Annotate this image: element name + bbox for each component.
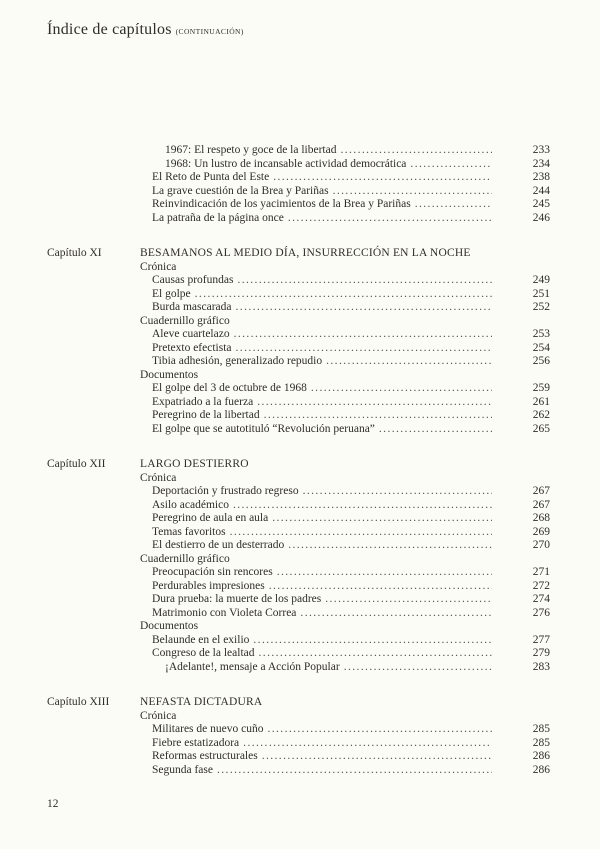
- entry-label: Expatriado a la fuerza: [152, 395, 254, 408]
- dot-leader: [195, 288, 492, 302]
- toc-entry: [140, 301, 550, 315]
- index-title: Índice de capítulos: [47, 21, 172, 38]
- toc-entry: [140, 539, 550, 553]
- entry-label: Aleve cuartelazo: [152, 328, 230, 340]
- entry-label: Dura prueba: la muerte de los padres: [152, 593, 322, 605]
- entry-label: Asilo académico: [152, 498, 229, 511]
- chapter-block: [47, 696, 550, 777]
- entry-page-number: 261: [532, 395, 550, 408]
- entry-label: Militares de nuevo cuño: [152, 723, 264, 735]
- page-footer: [47, 798, 59, 810]
- entry-page-number: 283: [532, 660, 550, 673]
- entry-label: Congreso de la lealtad: [152, 647, 255, 659]
- entry-page-number: 267: [532, 498, 550, 511]
- toc-entry: [140, 288, 550, 302]
- dot-leader: [267, 723, 492, 737]
- dot-leader: [340, 144, 492, 158]
- dot-leader: [243, 737, 492, 751]
- entry-label: El golpe: [152, 287, 191, 300]
- entry-page-number: 271: [532, 566, 550, 578]
- dot-leader: [272, 512, 492, 526]
- toc-section-heading: [140, 472, 550, 486]
- entry-label: Deportación y frustrado regreso: [152, 485, 299, 497]
- chapter-block: [47, 458, 550, 674]
- entry-page-number: 253: [532, 328, 550, 340]
- toc-entry: [140, 647, 550, 661]
- entry-page-number: 265: [532, 422, 550, 435]
- section-label: Cuadernillo gráfico: [140, 552, 230, 565]
- entry-label: Belaunde en el exilio: [152, 633, 250, 646]
- chapter-block: [47, 144, 550, 225]
- section-label: Cuadernillo gráfico: [140, 314, 230, 327]
- toc-entry: [140, 144, 550, 158]
- dot-leader: [326, 355, 492, 369]
- toc-entry: [140, 328, 550, 342]
- toc-section-heading: [140, 620, 550, 634]
- entry-label: El destierro de un desterrado: [152, 539, 285, 551]
- chapter-entries: [140, 144, 550, 225]
- toc-entry: [140, 171, 550, 185]
- table-of-contents: [47, 144, 550, 777]
- entry-label: Peregrino de aula en aula: [152, 512, 269, 524]
- entry-page-number: 267: [532, 485, 550, 497]
- entry-label: Pretexto efectista: [152, 341, 232, 354]
- dot-leader: [264, 409, 492, 423]
- entry-label: 1967: El respeto y goce de la libertad: [165, 144, 337, 156]
- entry-label: Perdurables impresiones: [152, 579, 265, 592]
- entry-page-number: 286: [532, 750, 550, 762]
- toc-entry: [140, 661, 550, 675]
- toc-entry: [140, 580, 550, 594]
- toc-section-heading: [140, 369, 550, 383]
- entry-page-number: 262: [532, 409, 550, 421]
- entry-label: Preocupación sin rencores: [152, 566, 273, 578]
- toc-section-heading: [140, 553, 550, 567]
- entry-page-number: 254: [532, 341, 550, 354]
- entry-page-number: 270: [532, 539, 550, 551]
- chapter-title: LARGO DESTIERRO: [140, 458, 249, 470]
- toc-entry: [140, 382, 550, 396]
- dot-leader: [236, 342, 492, 356]
- toc-section-heading: [140, 710, 550, 724]
- toc-entry: [140, 750, 550, 764]
- section-label: Documentos: [140, 620, 199, 632]
- toc-entry: [140, 185, 550, 199]
- entry-page-number: 252: [532, 301, 550, 313]
- chapter-heading-row: [47, 696, 550, 710]
- page-header: [47, 21, 244, 39]
- index-continuation-label: (CONTINUACIÓN): [175, 27, 244, 36]
- entry-label: La patraña de la página once: [152, 211, 284, 224]
- toc-entry: [140, 409, 550, 423]
- dot-leader: [325, 593, 492, 607]
- chapter-entries: [140, 472, 550, 675]
- entry-page-number: 246: [532, 211, 550, 224]
- entry-page-number: 249: [532, 274, 550, 286]
- entry-label: Burda mascarada: [152, 301, 232, 313]
- entry-label: El golpe que se autotituló “Revolución peruana”: [152, 422, 375, 435]
- toc-entry: [140, 499, 550, 513]
- chapter-title: NEFASTA DICTADURA: [140, 696, 263, 708]
- entry-label: Peregrino de la libertad: [152, 409, 260, 421]
- dot-leader: [303, 485, 492, 499]
- toc-entry: [140, 764, 550, 778]
- toc-entry: [140, 355, 550, 369]
- dot-leader: [379, 423, 492, 437]
- section-label: Documentos: [140, 368, 199, 381]
- entry-page-number: 244: [532, 184, 550, 197]
- entry-page-number: 276: [532, 606, 550, 619]
- dot-leader: [300, 607, 492, 621]
- entry-label: Reformas estructurales: [152, 750, 258, 762]
- toc-entry: [140, 158, 550, 172]
- dot-leader: [277, 566, 492, 580]
- toc-entry: [140, 593, 550, 607]
- entry-page-number: 238: [532, 171, 550, 183]
- entry-page-number: 256: [532, 355, 550, 367]
- entry-page-number: 269: [532, 525, 550, 538]
- toc-section-heading: [140, 315, 550, 329]
- toc-entry: [140, 566, 550, 580]
- toc-entry: [140, 634, 550, 648]
- entry-label: El golpe del 3 de octubre de 1968: [152, 382, 307, 394]
- entry-label: Causas profundas: [152, 274, 234, 286]
- dot-leader: [257, 396, 492, 410]
- toc-entry: [140, 274, 550, 288]
- toc-entry: [140, 526, 550, 540]
- chapter-entries: [140, 261, 550, 437]
- entry-label: Fiebre estatizadora: [152, 736, 240, 749]
- toc-entry: [140, 485, 550, 499]
- entry-label: Reinvindicación de los yacimientos de la Brea y Pariñas: [152, 198, 411, 210]
- chapter-entries: [140, 710, 550, 778]
- dot-leader: [233, 499, 492, 513]
- chapter-block: [47, 247, 550, 436]
- section-label: Crónica: [140, 709, 177, 722]
- dot-leader: [234, 328, 492, 342]
- chapter-heading-row: [47, 458, 550, 472]
- entry-page-number: 268: [532, 512, 550, 524]
- entry-page-number: 233: [532, 144, 550, 156]
- entry-label: Temas favoritos: [152, 525, 226, 538]
- toc-section-heading: [140, 261, 550, 275]
- dot-leader: [410, 158, 492, 172]
- toc-entry: [140, 423, 550, 437]
- dot-leader: [288, 539, 492, 553]
- section-label: Crónica: [140, 260, 177, 273]
- entry-page-number: 274: [532, 593, 550, 605]
- dot-leader: [253, 634, 492, 648]
- toc-entry: [140, 212, 550, 226]
- chapter-number: Capítulo XI: [47, 247, 102, 259]
- toc-entry: [140, 198, 550, 212]
- dot-leader: [273, 171, 492, 185]
- toc-entry: [140, 607, 550, 621]
- chapter-number: Capítulo XII: [47, 458, 106, 470]
- entry-label: ¡Adelante!, mensaje a Acción Popular: [165, 660, 340, 673]
- entry-label: Tibia adhesión, generalizado repudio: [152, 355, 323, 367]
- dot-leader: [333, 185, 492, 199]
- entry-label: Matrimonio con Violeta Correa: [152, 606, 297, 619]
- dot-leader: [269, 580, 492, 594]
- toc-entry: [140, 342, 550, 356]
- folio-page-number: 12: [47, 798, 59, 810]
- entry-page-number: 285: [532, 723, 550, 735]
- entry-page-number: 285: [532, 736, 550, 749]
- dot-leader: [288, 212, 492, 226]
- entry-page-number: 277: [532, 633, 550, 646]
- entry-page-number: 286: [532, 763, 550, 776]
- dot-leader: [311, 382, 492, 396]
- dot-leader: [262, 750, 492, 764]
- toc-entry: [140, 396, 550, 410]
- entry-page-number: 234: [532, 157, 550, 170]
- entry-label: Segunda fase: [152, 763, 213, 776]
- entry-label: 1968: Un lustro de incansable actividad democrática: [165, 157, 407, 170]
- toc-entry: [140, 723, 550, 737]
- chapter-heading-row: [47, 247, 550, 261]
- dot-leader: [217, 764, 492, 778]
- dot-leader: [259, 647, 492, 661]
- section-label: Crónica: [140, 471, 177, 484]
- entry-page-number: 245: [532, 198, 550, 210]
- chapter-number: Capítulo XIII: [47, 696, 110, 708]
- dot-leader: [236, 301, 492, 315]
- chapter-title: BESAMANOS AL MEDIO DÍA, INSURRECCIÓN EN LA NOCHE: [140, 247, 471, 259]
- toc-entry: [140, 737, 550, 751]
- entry-page-number: 272: [532, 579, 550, 592]
- entry-label: La grave cuestión de la Brea y Pariñas: [152, 184, 329, 197]
- entry-label: El Reto de Punta del Este: [152, 171, 270, 183]
- entry-page-number: 279: [532, 647, 550, 659]
- entry-page-number: 259: [532, 382, 550, 394]
- dot-leader: [344, 661, 492, 675]
- entry-page-number: 251: [532, 287, 550, 300]
- dot-leader: [237, 274, 492, 288]
- dot-leader: [230, 526, 492, 540]
- dot-leader: [415, 198, 492, 212]
- toc-entry: [140, 512, 550, 526]
